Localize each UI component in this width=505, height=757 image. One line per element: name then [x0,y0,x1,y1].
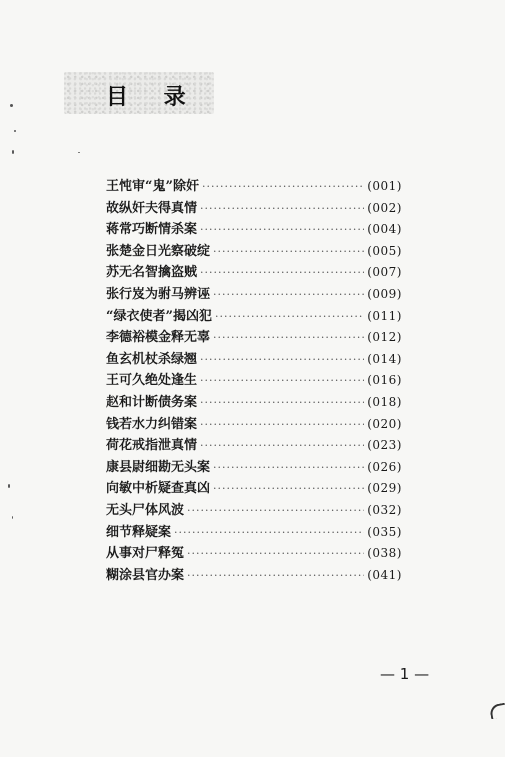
toc-entry[interactable] [106,262,402,284]
page-number: — 1 — [380,665,430,683]
toc-entry[interactable] [106,370,402,392]
toc-entry-page: (012) [367,330,402,345]
toc-entry-title: 荷花戒指泄真情 [106,438,198,454]
toc-entry-title: 无头尸体风波 [106,502,185,518]
toc-entry-page: (038) [367,546,402,561]
toc-entry-page: (009) [367,286,402,301]
scan-speck [14,130,16,132]
toc-entry-page: (005) [367,243,402,258]
toc-entry[interactable] [106,176,402,198]
toc-entry[interactable] [106,414,402,436]
leader-dots [215,306,364,328]
toc-entry-page: (016) [367,373,402,388]
toc-entry-page: (001) [367,179,402,193]
leader-dots [213,284,364,306]
toc-entry[interactable] [106,392,402,414]
toc-entry[interactable] [106,500,402,522]
toc-entry-title: 蒋常巧断情杀案 [106,222,198,238]
toc-entry-title: 细节释疑案 [106,524,172,540]
toc-entry-title: 李德裕模金释无辜 [106,330,211,346]
toc-entry[interactable] [106,241,402,263]
leader-dots [200,392,364,414]
toc-entry[interactable] [106,327,402,349]
leader-dots [200,198,364,220]
toc-entry[interactable] [106,349,402,371]
toc-entry-page: (023) [367,438,402,453]
toc-entry-page: (032) [367,502,402,517]
leader-dots [213,241,364,263]
leader-dots [202,176,364,198]
toc-entry-title: 鱼玄机杖杀绿翘 [106,351,198,367]
toc-entry[interactable] [106,522,402,544]
toc-entry-page: (026) [367,459,402,474]
toc-entry-title: “绿衣使者”揭凶犯 [106,308,212,324]
leader-dots [213,457,364,479]
toc-entry-title: 向敏中析疑查真凶 [106,481,211,497]
leader-dots [187,565,364,587]
toc-entry-page: (004) [367,222,402,237]
toc-entry-title: 张行岌为驸马辨诬 [106,286,211,302]
leader-dots [187,543,364,565]
toc-entry-title: 苏无名智擒盗贼 [106,265,198,281]
toc-entry[interactable] [106,457,402,479]
toc-entry-title: 赵和计断债务案 [106,394,198,410]
leader-dots [213,327,364,349]
scan-speck [10,104,13,107]
leader-dots [200,435,364,457]
toc-entry[interactable] [106,219,402,241]
toc-entry[interactable] [106,435,402,457]
toc-entry-page: (011) [367,308,402,323]
leader-dots [213,478,364,500]
table-of-contents [106,176,402,586]
toc-entry-page: (020) [367,416,402,431]
leader-dots [200,414,364,436]
toc-entry-title: 王可久绝处逢生 [106,373,198,389]
scan-speck [12,516,13,519]
leader-dots [200,262,364,284]
page-title: 目 录 [106,85,200,110]
toc-entry-title: 故纵奸夫得真情 [106,200,198,216]
toc-entry[interactable] [106,478,402,500]
toc-entry-title: 钱若水力纠错案 [106,416,198,432]
leader-dots [200,349,364,371]
toc-entry[interactable] [106,306,402,328]
toc-entry-title: 张楚金日光察破绽 [106,243,211,259]
scan-speck [78,152,80,153]
toc-entry[interactable] [106,198,402,220]
toc-entry[interactable] [106,565,402,587]
toc-entry-page: (041) [367,567,402,582]
leader-dots [200,370,364,392]
toc-entry-page: (002) [367,200,402,215]
scan-speck [12,150,14,154]
toc-entry-page: (014) [367,351,402,366]
toc-entry-page: (018) [367,394,402,409]
scan-mark [489,703,505,720]
leader-dots [187,500,364,522]
toc-entry-title: 糊涂县官办案 [106,567,185,583]
toc-entry-page: (035) [367,524,402,539]
toc-entry-page: (029) [367,481,402,496]
toc-entry-title: 康县尉细勘无头案 [106,459,211,475]
toc-entry-title: 从事对尸释冤 [106,546,185,562]
toc-entry[interactable] [106,284,402,306]
leader-dots [200,219,364,241]
leader-dots [174,522,364,544]
scan-speck [8,484,10,488]
toc-entry-page: (007) [367,265,402,280]
toc-entry[interactable] [106,543,402,565]
toc-entry-title: 王忳审“鬼”除奸 [106,179,199,194]
